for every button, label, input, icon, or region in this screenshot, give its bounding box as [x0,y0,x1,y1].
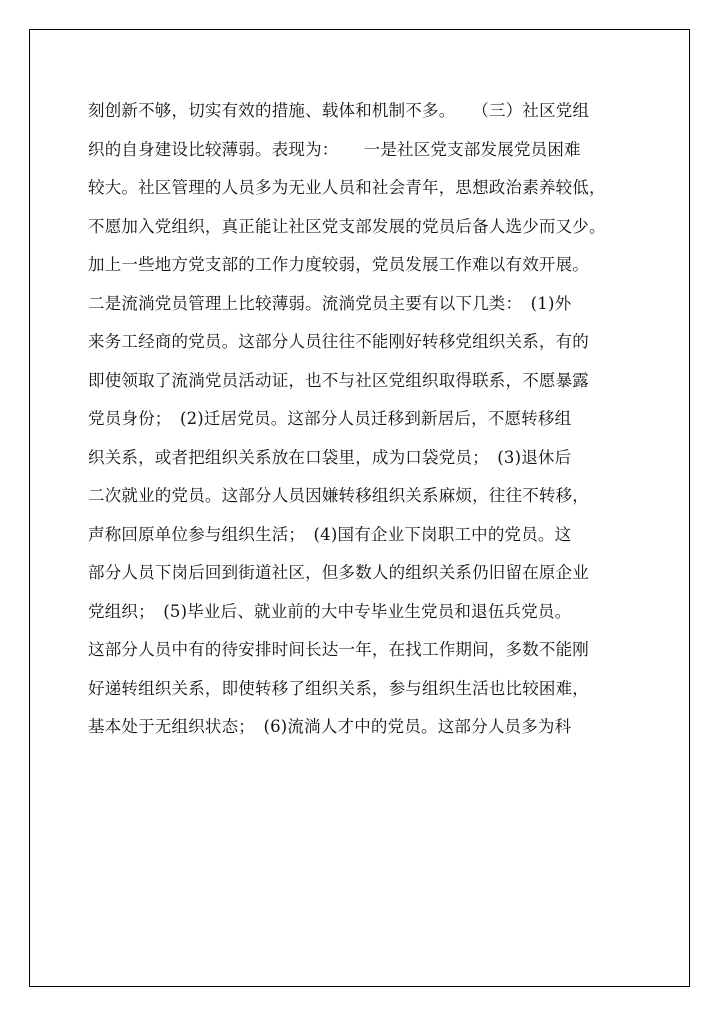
text-line: 不愿加入党组织，真正能让社区党支部发展的党员后备人选少而又少。 [88,216,606,236]
text-line: 织的自身建设比较薄弱。表现为： 一是社区党支部发展党员困难 [88,139,581,159]
text-line: 二是流淌党员管理上比较薄弱。流淌党员主要有以下几类： (1)外 [88,293,572,313]
text-line: 织关系，或者把组织关系放在口袋里，成为口袋党员； (3)退休后 [88,447,572,467]
document-body [88,92,633,747]
text-line: 党员身份； (2)迁居党员。这部分人员迁移到新居后，不愿转移组 [88,409,572,428]
text-line: 党组织； (5)毕业后、就业前的大中专毕业生党员和退伍兵党员。 [88,601,572,621]
text-line: 刻创新不够，切实有效的措施、载体和机制不多。 （三）社区党组 [88,101,590,120]
text-line: 这部分人员中有的待安排时间长达一年，在找工作期间，多数不能刚 [88,640,589,659]
text-line: 部分人员下岗后回到街道社区，但多数人的组织关系仍旧留在原企业 [88,563,589,582]
text-line: 好递转组织关系，即使转移了组织关系，参与组织生活也比较困难， [88,678,589,698]
text-line: 较大。社区管理的人员多为无业人员和社会青年，思想政治素养较低， [88,178,606,197]
text-line: 声称回原单位参与组织生活； (4)国有企业下岗职工中的党员。这 [88,524,572,544]
text-line: 来务工经商的党员。这部分人员往往不能刚好转移党组织关系，有的 [88,332,589,351]
text-line: 二次就业的党员。这部分人员因嫌转移组织关系麻烦，往往不转移， [88,486,589,505]
text-line: 基本处于无组织状态； (6)流淌人才中的党员。这部分人员多为科 [88,717,572,736]
text-line: 即使领取了流淌党员活动证，也不与社区党组织取得联系，不愿暴露 [88,370,589,390]
text-line: 加上一些地方党支部的工作力度较弱，党员发展工作难以有效开展。 [88,255,589,274]
